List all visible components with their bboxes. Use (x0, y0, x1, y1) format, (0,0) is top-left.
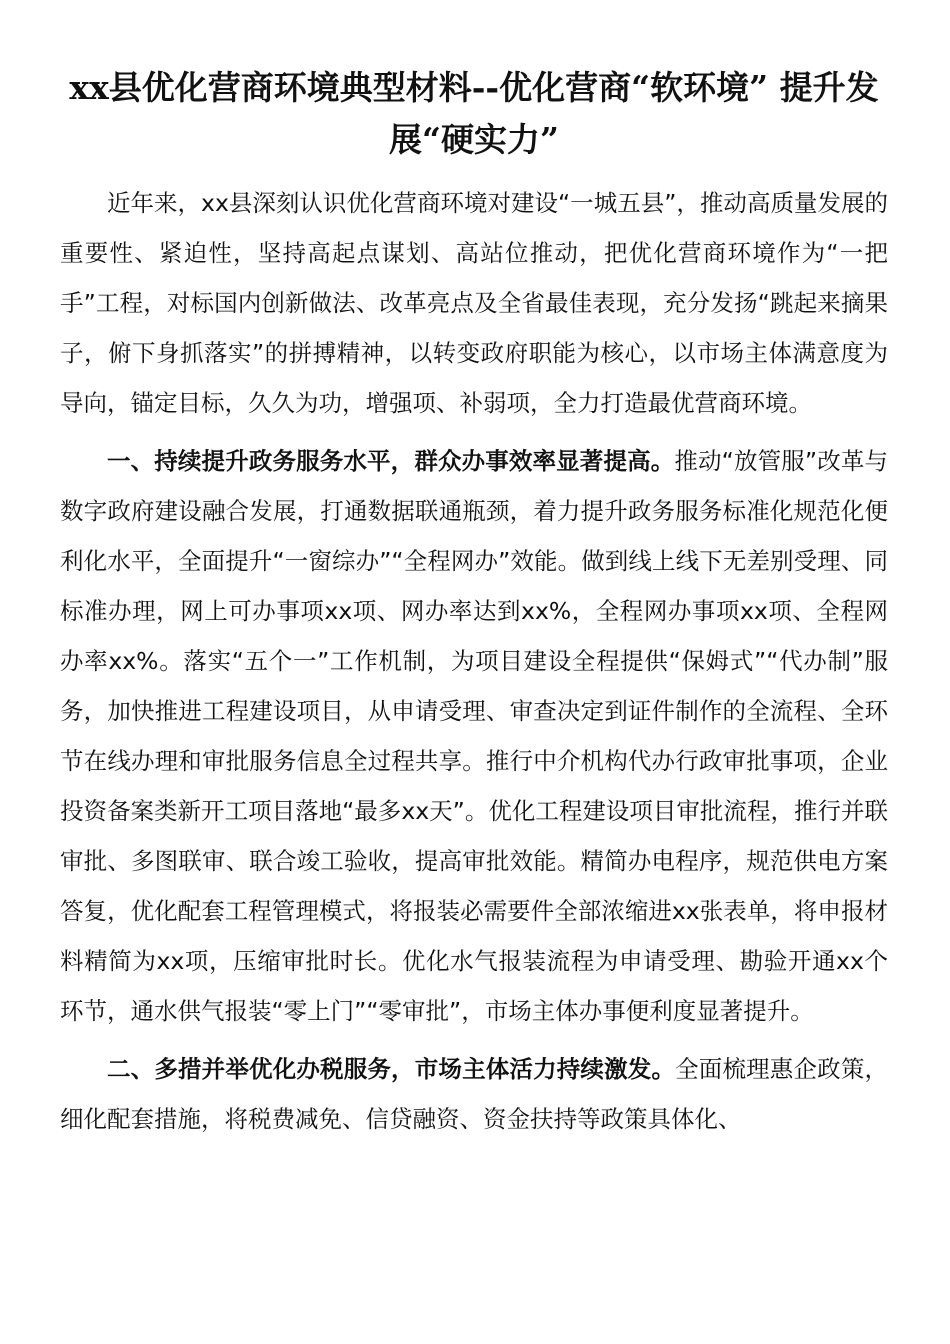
document-title: xx县优化营商环境典型材料--优化营商“软环境” 提升发展“硬实力” (69, 68, 879, 159)
section-2-body: 全面梳理惠企政策，细化配套措施，将税费减免、信贷融资、资金扶持等政策具体化、 (60, 1055, 888, 1133)
section-1-paragraph (60, 436, 888, 1036)
section-1-body: 推动“放管服”改革与数字政府建设融合发展，打通数据联通瓶颈，着力提升政务服务标准化规范化便利化水平，全面提升“一窗综办”“全程网办”效能。做到线上线下无差别受理、同标准办理，网上可办事项xx项、网办率达到xx%，全程网办事项xx项、全程网办率xx%。落实“五个一”工作机制，为项目建设全程提供“保姆式”“代办制”服务，加快推进工程建设项目，从申请受理、审查决定到证件制作的全流程、全环节在线办理和审批服务信息全过程共享。推行中介机构代办行政审批事项，企业投资备案类新开工项目落地“最多xx天”。优化工程建设项目审批流程，推行并联审批、多图联审、联合竣工验收，提高审批效能。精简办电程序，规范供电方案答复，优化配套工程管理模式，将报装必需要件全部浓缩进xx张表单，将申报材料精简为xx项，压缩审批时长。优化水气报装流程为申请受理、勘验开通xx个环节，通水供气报装“零上门”“零审批”，市场主体办事便利度显著提升。 (60, 447, 888, 1025)
intro-paragraph: 近年来，xx县深刻认识优化营商环境对建设“一城五县”，推动高质量发展的重要性、紧迫性，坚持高起点谋划、高站位推动，把优化营商环境作为“一把手”工程，对标国内创新做法、改革亮点及全省最佳表现，充分发扬“跳起来摘果子，俯下身抓落实”的拼搏精神，以转变政府职能为核心，以市场主体满意度为导向，锚定目标，久久为功，增强项、补弱项，全力打造最优营商环境。 (60, 189, 888, 417)
section-2-paragraph (60, 1044, 888, 1144)
section-1-heading: 一、持续提升政务服务水平，群众办事效率显著提高。 (107, 447, 675, 475)
section-2-heading: 二、多措并举优化办税服务，市场主体活力持续激发。 (107, 1055, 676, 1083)
